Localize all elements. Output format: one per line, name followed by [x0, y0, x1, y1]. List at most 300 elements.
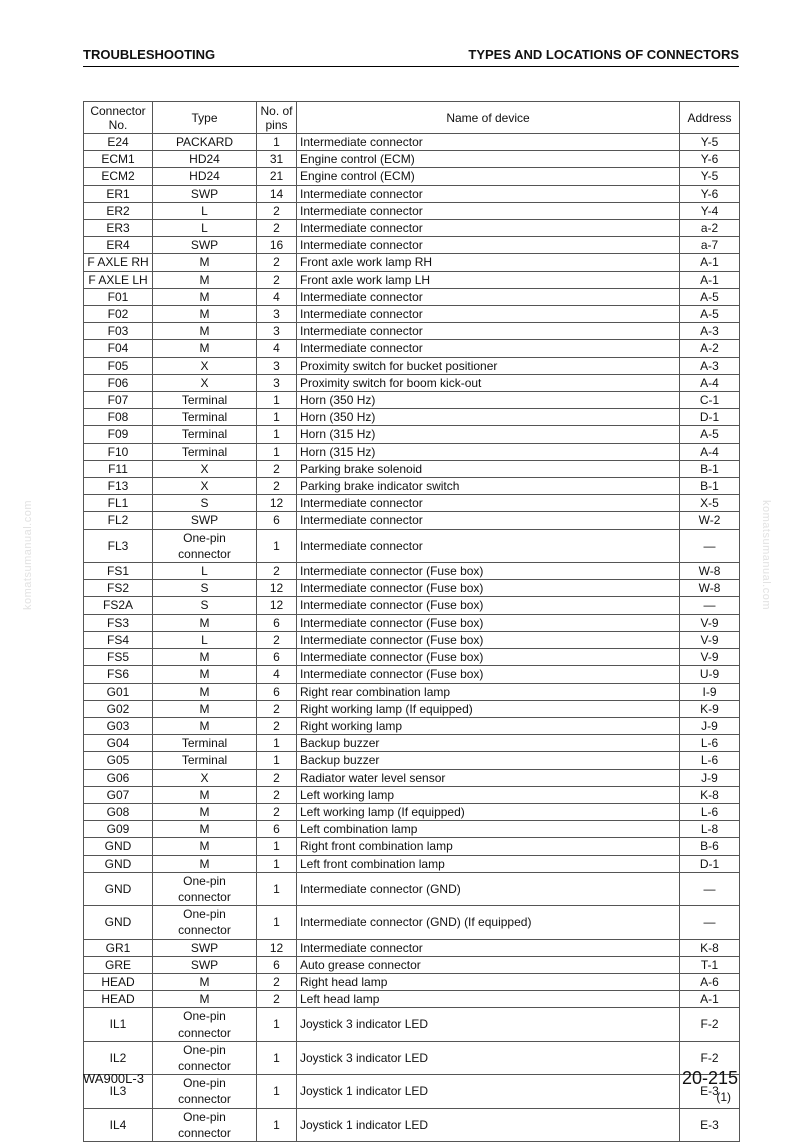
type-cell: X [153, 769, 257, 786]
table-row [84, 426, 740, 443]
device-name-cell: Left head lamp [297, 991, 680, 1008]
connector-no-cell: FS2 [84, 580, 153, 597]
device-name-cell: Right working lamp (If equipped) [297, 700, 680, 717]
type-cell: SWP [153, 237, 257, 254]
address-cell: A-5 [680, 288, 740, 305]
table-row [84, 202, 740, 219]
address-cell: B-1 [680, 478, 740, 495]
type-cell: One-pin connector [153, 1041, 257, 1074]
connector-no-cell: IL3 [84, 1075, 153, 1108]
pins-cell: 4 [257, 666, 297, 683]
table-row [84, 769, 740, 786]
type-cell: One-pin connector [153, 1108, 257, 1141]
pins-cell: 3 [257, 374, 297, 391]
pins-cell: 16 [257, 237, 297, 254]
type-cell: Terminal [153, 409, 257, 426]
connector-no-cell: F09 [84, 426, 153, 443]
connector-no-cell: FL2 [84, 512, 153, 529]
connector-table [83, 101, 740, 1142]
device-name-cell: Intermediate connector (GND) (If equipped) [297, 906, 680, 939]
pins-cell: 4 [257, 340, 297, 357]
type-cell: PACKARD [153, 134, 257, 151]
pins-cell: 6 [257, 821, 297, 838]
table-row [84, 906, 740, 939]
type-cell: M [153, 323, 257, 340]
address-cell: V-9 [680, 631, 740, 648]
connector-no-cell: F AXLE RH [84, 254, 153, 271]
device-name-cell: Right working lamp [297, 717, 680, 734]
table-row [84, 134, 740, 151]
table-row [84, 409, 740, 426]
type-cell: HD24 [153, 168, 257, 185]
device-name-cell: Intermediate connector [297, 323, 680, 340]
device-name-cell: Intermediate connector [297, 185, 680, 202]
address-cell: F-2 [680, 1008, 740, 1041]
pins-cell: 2 [257, 460, 297, 477]
pins-cell: 1 [257, 1041, 297, 1074]
device-name-cell: Proximity switch for boom kick-out [297, 374, 680, 391]
connector-no-cell: G04 [84, 735, 153, 752]
address-cell: C-1 [680, 392, 740, 409]
address-cell: L-6 [680, 752, 740, 769]
pins-cell: 6 [257, 649, 297, 666]
connector-no-cell: GND [84, 855, 153, 872]
device-name-cell: Intermediate connector [297, 495, 680, 512]
device-name-cell: Intermediate connector (Fuse box) [297, 563, 680, 580]
connector-no-cell: G02 [84, 700, 153, 717]
table-row [84, 478, 740, 495]
type-cell: L [153, 631, 257, 648]
address-cell: a-7 [680, 237, 740, 254]
device-name-cell: Engine control (ECM) [297, 168, 680, 185]
pins-cell: 1 [257, 855, 297, 872]
type-cell: S [153, 597, 257, 614]
address-cell: W-8 [680, 580, 740, 597]
table-row [84, 443, 740, 460]
device-name-cell: Intermediate connector [297, 306, 680, 323]
device-name-cell: Intermediate connector [297, 340, 680, 357]
table-row [84, 254, 740, 271]
table-row [84, 563, 740, 580]
pins-cell: 14 [257, 185, 297, 202]
connector-no-cell: FL3 [84, 529, 153, 562]
table-row [84, 631, 740, 648]
type-cell: M [153, 683, 257, 700]
address-cell: I-9 [680, 683, 740, 700]
col-header-device-name: Name of device [297, 102, 680, 134]
pins-cell: 2 [257, 786, 297, 803]
address-cell: V-9 [680, 649, 740, 666]
address-cell: J-9 [680, 717, 740, 734]
connector-no-cell: ER2 [84, 202, 153, 219]
table-row [84, 185, 740, 202]
type-cell: M [153, 717, 257, 734]
table-row [84, 956, 740, 973]
col-header-type: Type [153, 102, 257, 134]
connector-no-cell: GND [84, 906, 153, 939]
address-cell: T-1 [680, 956, 740, 973]
table-row [84, 597, 740, 614]
type-cell: One-pin connector [153, 906, 257, 939]
table-row [84, 460, 740, 477]
address-cell: K-9 [680, 700, 740, 717]
connector-no-cell: FS6 [84, 666, 153, 683]
address-cell: A-1 [680, 271, 740, 288]
address-cell: A-5 [680, 426, 740, 443]
type-cell: M [153, 821, 257, 838]
pins-cell: 1 [257, 1075, 297, 1108]
type-cell: Terminal [153, 426, 257, 443]
address-cell: L-6 [680, 735, 740, 752]
pins-cell: 1 [257, 134, 297, 151]
table-row [84, 306, 740, 323]
table-row [84, 786, 740, 803]
type-cell: Terminal [153, 392, 257, 409]
type-cell: One-pin connector [153, 1075, 257, 1108]
address-cell: F-2 [680, 1041, 740, 1074]
type-cell: M [153, 254, 257, 271]
pins-cell: 12 [257, 597, 297, 614]
table-row [84, 666, 740, 683]
pins-cell: 1 [257, 906, 297, 939]
address-cell: K-8 [680, 939, 740, 956]
type-cell: SWP [153, 939, 257, 956]
connector-no-cell: ECM2 [84, 168, 153, 185]
table-row [84, 803, 740, 820]
address-cell: L-8 [680, 821, 740, 838]
connector-no-cell: GND [84, 872, 153, 905]
pins-cell: 2 [257, 202, 297, 219]
address-cell: J-9 [680, 769, 740, 786]
table-row [84, 991, 740, 1008]
table-body [84, 134, 740, 1142]
connector-no-cell: ECM1 [84, 151, 153, 168]
connector-no-cell: F07 [84, 392, 153, 409]
connector-no-cell: F02 [84, 306, 153, 323]
page-header [83, 47, 739, 65]
address-cell: L-6 [680, 803, 740, 820]
type-cell: X [153, 460, 257, 477]
connector-no-cell: IL4 [84, 1108, 153, 1141]
device-name-cell: Intermediate connector (Fuse box) [297, 666, 680, 683]
type-cell: M [153, 786, 257, 803]
table-header-row [84, 102, 740, 134]
table-row [84, 151, 740, 168]
pins-cell: 12 [257, 580, 297, 597]
pins-cell: 6 [257, 683, 297, 700]
type-cell: Terminal [153, 735, 257, 752]
pins-cell: 4 [257, 288, 297, 305]
table-row [84, 735, 740, 752]
table-row [84, 821, 740, 838]
device-name-cell: Horn (315 Hz) [297, 426, 680, 443]
connector-no-cell: E24 [84, 134, 153, 151]
device-name-cell: Intermediate connector [297, 529, 680, 562]
pins-cell: 12 [257, 939, 297, 956]
connector-no-cell: G06 [84, 769, 153, 786]
device-name-cell: Intermediate connector (Fuse box) [297, 614, 680, 631]
device-name-cell: Intermediate connector [297, 288, 680, 305]
type-cell: M [153, 614, 257, 631]
device-name-cell: Left working lamp (If equipped) [297, 803, 680, 820]
pins-cell: 2 [257, 991, 297, 1008]
pins-cell: 1 [257, 409, 297, 426]
connector-no-cell: IL2 [84, 1041, 153, 1074]
pins-cell: 2 [257, 700, 297, 717]
pins-cell: 6 [257, 614, 297, 631]
connector-no-cell: F03 [84, 323, 153, 340]
connector-no-cell: FS1 [84, 563, 153, 580]
connector-no-cell: FL1 [84, 495, 153, 512]
device-name-cell: Intermediate connector [297, 220, 680, 237]
address-cell: K-8 [680, 786, 740, 803]
table-row [84, 392, 740, 409]
col-header-address: Address [680, 102, 740, 134]
device-name-cell: Proximity switch for bucket positioner [297, 357, 680, 374]
col-header-connector-no: Connector No. [84, 102, 153, 134]
type-cell: SWP [153, 512, 257, 529]
type-cell: M [153, 340, 257, 357]
type-cell: M [153, 803, 257, 820]
device-name-cell: Intermediate connector (Fuse box) [297, 580, 680, 597]
connector-no-cell: FS4 [84, 631, 153, 648]
connector-no-cell: F10 [84, 443, 153, 460]
connector-no-cell: G03 [84, 717, 153, 734]
address-cell: A-5 [680, 306, 740, 323]
pins-cell: 1 [257, 1108, 297, 1141]
address-cell: — [680, 872, 740, 905]
section-title: TROUBLESHOOTING [83, 47, 216, 62]
pins-cell: 21 [257, 168, 297, 185]
type-cell: M [153, 288, 257, 305]
device-name-cell: Auto grease connector [297, 956, 680, 973]
type-cell: SWP [153, 956, 257, 973]
address-cell: W-8 [680, 563, 740, 580]
connector-no-cell: G05 [84, 752, 153, 769]
page-number: 20-215 [681, 1068, 738, 1088]
pins-cell: 2 [257, 973, 297, 990]
type-cell: X [153, 357, 257, 374]
connector-no-cell: F06 [84, 374, 153, 391]
pins-cell: 1 [257, 529, 297, 562]
table-row [84, 340, 740, 357]
connector-no-cell: F11 [84, 460, 153, 477]
table-row [84, 649, 740, 666]
address-cell: W-2 [680, 512, 740, 529]
table-row [84, 237, 740, 254]
table-row [84, 1041, 740, 1074]
pins-cell: 1 [257, 1008, 297, 1041]
address-cell: a-2 [680, 220, 740, 237]
model-label: WA900L-3 [83, 1071, 144, 1086]
address-cell: — [680, 529, 740, 562]
type-cell: M [153, 700, 257, 717]
pins-cell: 6 [257, 512, 297, 529]
type-cell: M [153, 991, 257, 1008]
device-name-cell: Right front combination lamp [297, 838, 680, 855]
connector-no-cell: IL1 [84, 1008, 153, 1041]
connector-no-cell: G07 [84, 786, 153, 803]
revision-number: (1) [716, 1090, 731, 1104]
device-name-cell: Joystick 1 indicator LED [297, 1108, 680, 1141]
device-name-cell: Intermediate connector [297, 237, 680, 254]
type-cell: X [153, 478, 257, 495]
table-row [84, 529, 740, 562]
address-cell: A-4 [680, 443, 740, 460]
table-row [84, 168, 740, 185]
table-row [84, 580, 740, 597]
address-cell: E-3 [680, 1108, 740, 1141]
table-row [84, 288, 740, 305]
table-row [84, 512, 740, 529]
type-cell: HD24 [153, 151, 257, 168]
pins-cell: 2 [257, 803, 297, 820]
connector-no-cell: F13 [84, 478, 153, 495]
table-row [84, 1075, 740, 1108]
device-name-cell: Right head lamp [297, 973, 680, 990]
pins-cell: 1 [257, 872, 297, 905]
connector-no-cell: ER3 [84, 220, 153, 237]
address-cell: A-1 [680, 991, 740, 1008]
address-cell: X-5 [680, 495, 740, 512]
table-row [84, 855, 740, 872]
address-cell: Y-6 [680, 151, 740, 168]
device-name-cell: Right rear combination lamp [297, 683, 680, 700]
pins-cell: 6 [257, 956, 297, 973]
device-name-cell: Intermediate connector (Fuse box) [297, 597, 680, 614]
type-cell: M [153, 666, 257, 683]
device-name-cell: Left front combination lamp [297, 855, 680, 872]
connector-no-cell: FS2A [84, 597, 153, 614]
type-cell: L [153, 202, 257, 219]
pins-cell: 2 [257, 271, 297, 288]
device-name-cell: Left working lamp [297, 786, 680, 803]
pins-cell: 1 [257, 735, 297, 752]
device-name-cell: Intermediate connector [297, 939, 680, 956]
pins-cell: 1 [257, 392, 297, 409]
device-name-cell: Intermediate connector (GND) [297, 872, 680, 905]
table-row [84, 220, 740, 237]
pins-cell: 2 [257, 254, 297, 271]
device-name-cell: Horn (315 Hz) [297, 443, 680, 460]
type-cell: L [153, 220, 257, 237]
page-title: TYPES AND LOCATIONS OF CONNECTORS [468, 47, 739, 62]
address-cell: U-9 [680, 666, 740, 683]
connector-no-cell: GND [84, 838, 153, 855]
type-cell: M [153, 306, 257, 323]
type-cell: One-pin connector [153, 1008, 257, 1041]
type-cell: M [153, 271, 257, 288]
type-cell: S [153, 580, 257, 597]
device-name-cell: Intermediate connector [297, 202, 680, 219]
device-name-cell: Parking brake solenoid [297, 460, 680, 477]
address-cell: A-6 [680, 973, 740, 990]
pins-cell: 31 [257, 151, 297, 168]
device-name-cell: Joystick 1 indicator LED [297, 1075, 680, 1108]
type-cell: L [153, 563, 257, 580]
address-cell: Y-5 [680, 134, 740, 151]
table-row [84, 614, 740, 631]
device-name-cell: Engine control (ECM) [297, 151, 680, 168]
device-name-cell: Intermediate connector [297, 134, 680, 151]
device-name-cell: Horn (350 Hz) [297, 392, 680, 409]
address-cell: A-3 [680, 323, 740, 340]
address-cell: A-3 [680, 357, 740, 374]
address-cell: D-1 [680, 409, 740, 426]
address-cell: Y-4 [680, 202, 740, 219]
device-name-cell: Parking brake indicator switch [297, 478, 680, 495]
table-row [84, 323, 740, 340]
pins-cell: 1 [257, 426, 297, 443]
pins-cell: 2 [257, 478, 297, 495]
connector-no-cell: G09 [84, 821, 153, 838]
pins-cell: 2 [257, 717, 297, 734]
type-cell: SWP [153, 185, 257, 202]
table-row [84, 939, 740, 956]
connector-no-cell: HEAD [84, 973, 153, 990]
address-cell: D-1 [680, 855, 740, 872]
pins-cell: 12 [257, 495, 297, 512]
address-cell: E-3 [680, 1075, 740, 1108]
address-cell: Y-5 [680, 168, 740, 185]
connector-no-cell: F04 [84, 340, 153, 357]
col-header-pins: No. of pins [257, 102, 297, 134]
table-row [84, 495, 740, 512]
device-name-cell: Radiator water level sensor [297, 769, 680, 786]
address-cell: V-9 [680, 614, 740, 631]
device-name-cell: Joystick 3 indicator LED [297, 1041, 680, 1074]
pins-cell: 1 [257, 443, 297, 460]
connector-no-cell: F AXLE LH [84, 271, 153, 288]
device-name-cell: Left combination lamp [297, 821, 680, 838]
device-name-cell: Front axle work lamp LH [297, 271, 680, 288]
connector-no-cell: F08 [84, 409, 153, 426]
device-name-cell: Backup buzzer [297, 752, 680, 769]
connector-no-cell: G01 [84, 683, 153, 700]
device-name-cell: Intermediate connector (Fuse box) [297, 649, 680, 666]
address-cell: — [680, 597, 740, 614]
connector-no-cell: ER1 [84, 185, 153, 202]
type-cell: X [153, 374, 257, 391]
table-row [84, 271, 740, 288]
type-cell: One-pin connector [153, 872, 257, 905]
connector-no-cell: FS3 [84, 614, 153, 631]
device-name-cell: Backup buzzer [297, 735, 680, 752]
table-row [84, 838, 740, 855]
table-row [84, 357, 740, 374]
type-cell: One-pin connector [153, 529, 257, 562]
device-name-cell: Joystick 3 indicator LED [297, 1008, 680, 1041]
table-row [84, 752, 740, 769]
address-cell: A-4 [680, 374, 740, 391]
device-name-cell: Horn (350 Hz) [297, 409, 680, 426]
pins-cell: 2 [257, 220, 297, 237]
table-row [84, 1108, 740, 1141]
address-cell: B-1 [680, 460, 740, 477]
device-name-cell: Intermediate connector (Fuse box) [297, 631, 680, 648]
type-cell: M [153, 838, 257, 855]
connector-no-cell: G08 [84, 803, 153, 820]
device-name-cell: Intermediate connector [297, 512, 680, 529]
type-cell: M [153, 649, 257, 666]
table-row [84, 683, 740, 700]
table-row [84, 374, 740, 391]
table-row [84, 973, 740, 990]
watermark-right: komatsumanual.com [760, 500, 772, 610]
connector-no-cell: F01 [84, 288, 153, 305]
table-row [84, 700, 740, 717]
connector-no-cell: GRE [84, 956, 153, 973]
